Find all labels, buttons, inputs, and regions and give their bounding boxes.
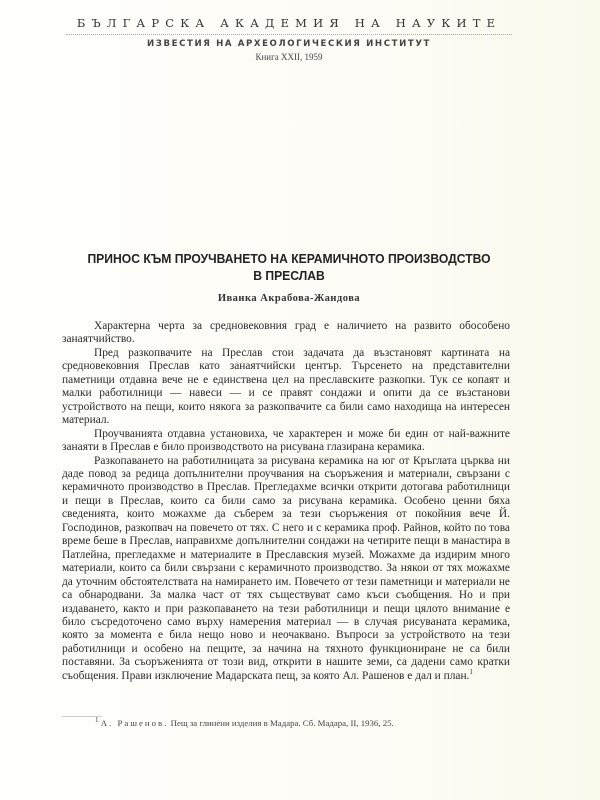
- paragraph-text: Разкопаването на работилницата за рисувана керамика на юг от Кръглата църква ни даде повод за редица допълнителни проучвания на съоръжения и материали, свързани с керамичното производство в Преслав. Прегледахме всички открити дотогава работилници и пещи в Преслав, които са били само за рисувана керамика. Особено ценни бяха сведенията, които можахме да съберем за тези съоръжения от покойния вече Й. Господинов, разкопвач на повечето от тях. С него и с керамика проф. Райнов, който по това време беше в Преслав, направихме допълнителни сондажи на четирите пещи в манастира в Патлейна, прегледахме и материалите в Преславския музей. Можахме да издирим много материали, които са били свързани с керамичното производство. За някои от тях можахме да уточним обстоятелствата на намирането им. Повечето от тези паметници и материали не са обнародвани. За малка част от тях съществуват само къси съобщения. Но и при издаването, както и при разкопаването на тези работилници и пещи цялото внимание е било съсредоточено само върху намерения материал — в случая рисуваната керамика, която за момента е била нещо ново и неочаквано. Въпроси за устройството на тези работилници и особено на пещите, за начина на тяхното функциониране не са били поставяни. За съоръженията от този вид, открити в нашите земи, са дадени само кратки съобщения. Прави изключение Мадарската пещ, за която Ал. Рашенов е дал и план.: [62, 454, 510, 682]
- footnote-number: 1: [95, 716, 99, 725]
- footnote-author: А. Рашенов.: [100, 718, 169, 728]
- article-body: [62, 320, 510, 683]
- title-line-1: ПРИНОС КЪМ ПРОУЧВАНЕТО НА КЕРАМИЧНОТО ПРОИЗВОДСТВО: [87, 251, 491, 266]
- title-line-2: В ПРЕСЛАВ: [253, 268, 325, 283]
- footnote: [95, 718, 515, 728]
- article-author: Иванка Акрабова-Жандова: [217, 293, 361, 304]
- paragraph: [62, 455, 510, 684]
- footnote-text: Пещ за глинени изделия в Мадара. Сб. Мадара, II, 1936, 25.: [170, 718, 394, 728]
- paragraph: Пред разкопвачите на Преслав стои задачата да възстановят картината на средновековния Преслав като занаятчийски център. Търсенето на представителни паметници отдавна вече не е единствена цел на преславските разкопки. Тук се копаят и малки работилници — навеси — и се правят сондажи и опити да се възстанови устройството на пещи, които някога за разкопвачите са били само находища на интересен материал.: [62, 346, 510, 427]
- volume-info: Книга XXII, 1959: [255, 52, 323, 62]
- journal-name: ИЗВЕСТИЯ НА АРХЕОЛОГИЧЕСКИЯ ИНСТИТУТ: [146, 39, 432, 49]
- article-title: [78, 250, 499, 284]
- footnote-reference[interactable]: 1: [469, 667, 473, 676]
- paragraph: Проучванията отдавна установиха, че характерен и може би един от най-важните занаяти в Преслав е било производството на рисувана глазирана керамика.: [62, 427, 510, 454]
- academy-header: БЪЛГАРСКА АКАДЕМИЯ НА НАУКИТЕ: [76, 16, 502, 30]
- paragraph: Характерна черта за средновековния град е наличието на развито обособено занаятчийство.: [62, 320, 510, 346]
- header-divider: [66, 34, 512, 35]
